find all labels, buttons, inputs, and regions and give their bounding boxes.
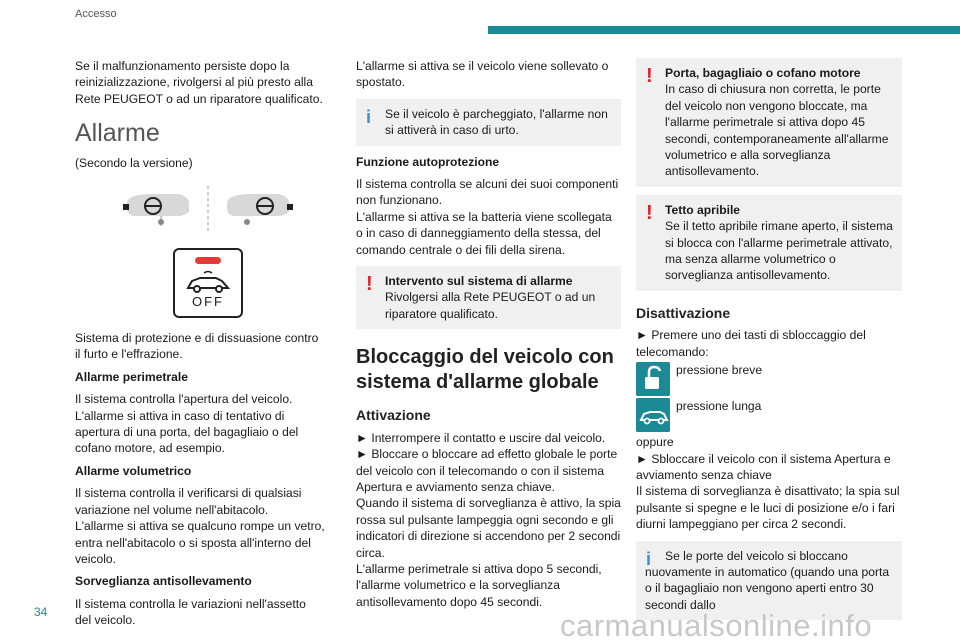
- warning-icon: !: [646, 65, 653, 87]
- key-long-label: pressione lunga: [676, 399, 762, 414]
- column-3: [636, 58, 902, 628]
- car-alarm-icon: [186, 270, 230, 294]
- warning-icon: !: [366, 273, 373, 296]
- key-short-press-row: [636, 362, 902, 396]
- off-label: OFF: [192, 293, 224, 309]
- alarm-title: Allarme: [75, 119, 160, 148]
- self-text-1: Il sistema controlla se alcuni dei suoi componenti non funzionano.: [356, 177, 619, 208]
- warn2-text: Se il tetto apribile rimane aperto, il sistema si blocca con l'allarme perimetrale attivato, ma senza allarme volumetrico o sorveglianza antisollevamento.: [665, 219, 893, 283]
- perimeter-text-1: Il sistema controlla l'apertura del veicolo.: [75, 392, 293, 407]
- version-note: (Secondo la versione): [75, 156, 193, 171]
- info-relock-text: Se le porte del veicolo si bloccano nuovamente in automatico (quando una porta o il bagagliaio non vengono aperti entro 30 secondi dallo: [645, 548, 890, 612]
- global-lock-title: Bloccaggio del veicolo con sistema d'allarme globale: [356, 346, 614, 394]
- warn1-title: Porta, bagagliaio o cofano motore: [665, 66, 861, 80]
- warning-box-sunroof: [636, 195, 902, 291]
- unlock-key-icon: [636, 362, 670, 396]
- page-number: 34: [34, 605, 48, 619]
- car-key-icon: [636, 398, 670, 432]
- info-icon: i: [646, 548, 652, 569]
- column-1: [75, 58, 325, 629]
- self-protection-title: Funzione autoprotezione: [356, 154, 500, 169]
- self-text-2: L'allarme si attiva se la batteria viene scollegata o in caso di danneggiamento della stessa, del comando centrale o dei fili della sirena.: [356, 209, 612, 257]
- warn-text: Rivolgersi alla Rete PEUGEOT o ad un riparatore qualificato.: [385, 290, 596, 321]
- warn2-title: Tetto apribile: [665, 202, 741, 217]
- info-icon: i: [366, 106, 372, 127]
- activation-step-1: ► Interrompere il contatto e uscire dal veicolo.: [356, 430, 606, 445]
- volumetric-title: Allarme volumetrico: [75, 463, 192, 478]
- perimeter-title: Allarme perimetrale: [75, 369, 188, 384]
- key-long-press-row: [636, 398, 902, 432]
- warn-title: Intervento sul sistema di allarme: [385, 274, 573, 289]
- intro-text: Se il malfunzionamento persiste dopo la reinizializzazione, rivolgersi al più presto alla Rete PEUGEOT o ad un riparatore qualificato.: [75, 59, 323, 106]
- volumetric-text-1: Il sistema controlla il verificarsi di qualsiasi variazione nel volume nell'abitacolo.: [75, 486, 302, 517]
- vehicle-silhouettes-icon: [123, 186, 293, 234]
- warning-box-doors: [636, 58, 902, 187]
- deactivation-step-2: ► Sbloccare il veicolo con il sistema Apertura e avviamento senza chiave: [636, 451, 891, 482]
- deactivation-text: Il sistema di sorveglianza è disattivato; la spia sul pulsante si spegne e le luci di posizione e/o i fari diurni lampeggiano per circa 2 secondi.: [636, 484, 900, 532]
- warn1-text: In caso di chiusura non corretta, le porte del veicolo non vengono bloccate, ma l'allarme perimetrale si attiva dopo 45 secondi, contemporaneamente all'allarme volumetrico e alla sorveglianza antisollevamento.: [665, 82, 889, 179]
- activation-title: Attivazione: [356, 407, 431, 424]
- column-2: [356, 58, 621, 610]
- volumetric-text-2: L'allarme si attiva se qualcuno rompe un vetro, entra nell'abitacolo o si sposta all'interno del veicolo.: [75, 519, 325, 566]
- perimeter-text-2: L'allarme si attiva in caso di tentativo di apertura di una porta, del bagagliaio o del cofano motore, ad esempio.: [75, 408, 299, 456]
- info-box-parked: [356, 99, 621, 146]
- header-accent-bar: [488, 26, 960, 34]
- red-led-icon: [195, 257, 221, 264]
- lift-text: Il sistema controlla le variazioni nell'assetto del veicolo.: [75, 596, 306, 628]
- info-parked-text: Se il veicolo è parcheggiato, l'allarme non si attiverà in caso di urto.: [385, 106, 608, 138]
- lift-title: Sorveglianza antisollevamento: [75, 574, 252, 589]
- alarm-description: Sistema di protezione e di dissuasione contro il furto e l'effrazione.: [75, 331, 319, 362]
- activation-text-1: Quando il sistema di sorveglianza è attivo, la spia rossa sul pulsante lampeggia ogni secondo e gli indicatori di direzione si accendono per 2 secondi circa.: [356, 496, 621, 560]
- watermark: carmanualsonline.info: [560, 608, 873, 640]
- deactivation-step-1: ► Premere uno dei tasti di sbloccaggio del telecomando:: [636, 328, 866, 359]
- or-text: oppure: [636, 435, 674, 450]
- activation-text-2: L'allarme perimetrale si attiva dopo 5 secondi, l'allarme volumetrico e la sorveglianza antisollevamento dopo 45 secondi.: [356, 561, 602, 609]
- deactivation-title: Disattivazione: [636, 304, 731, 321]
- warning-box-intervention: [356, 266, 621, 329]
- key-short-label: pressione breve: [676, 363, 763, 378]
- warning-icon: !: [646, 201, 653, 224]
- activation-step-2: ► Bloccare o bloccare ad effetto globale le porte del veicolo con il telecomando o con il sistema Apertura e avviamento senza chiave.: [356, 447, 618, 494]
- section-title: Accesso: [75, 8, 117, 20]
- lift-text-2: L'allarme si attiva se il veicolo viene sollevato o spostato.: [356, 59, 609, 90]
- alarm-off-button-icon: [173, 248, 243, 318]
